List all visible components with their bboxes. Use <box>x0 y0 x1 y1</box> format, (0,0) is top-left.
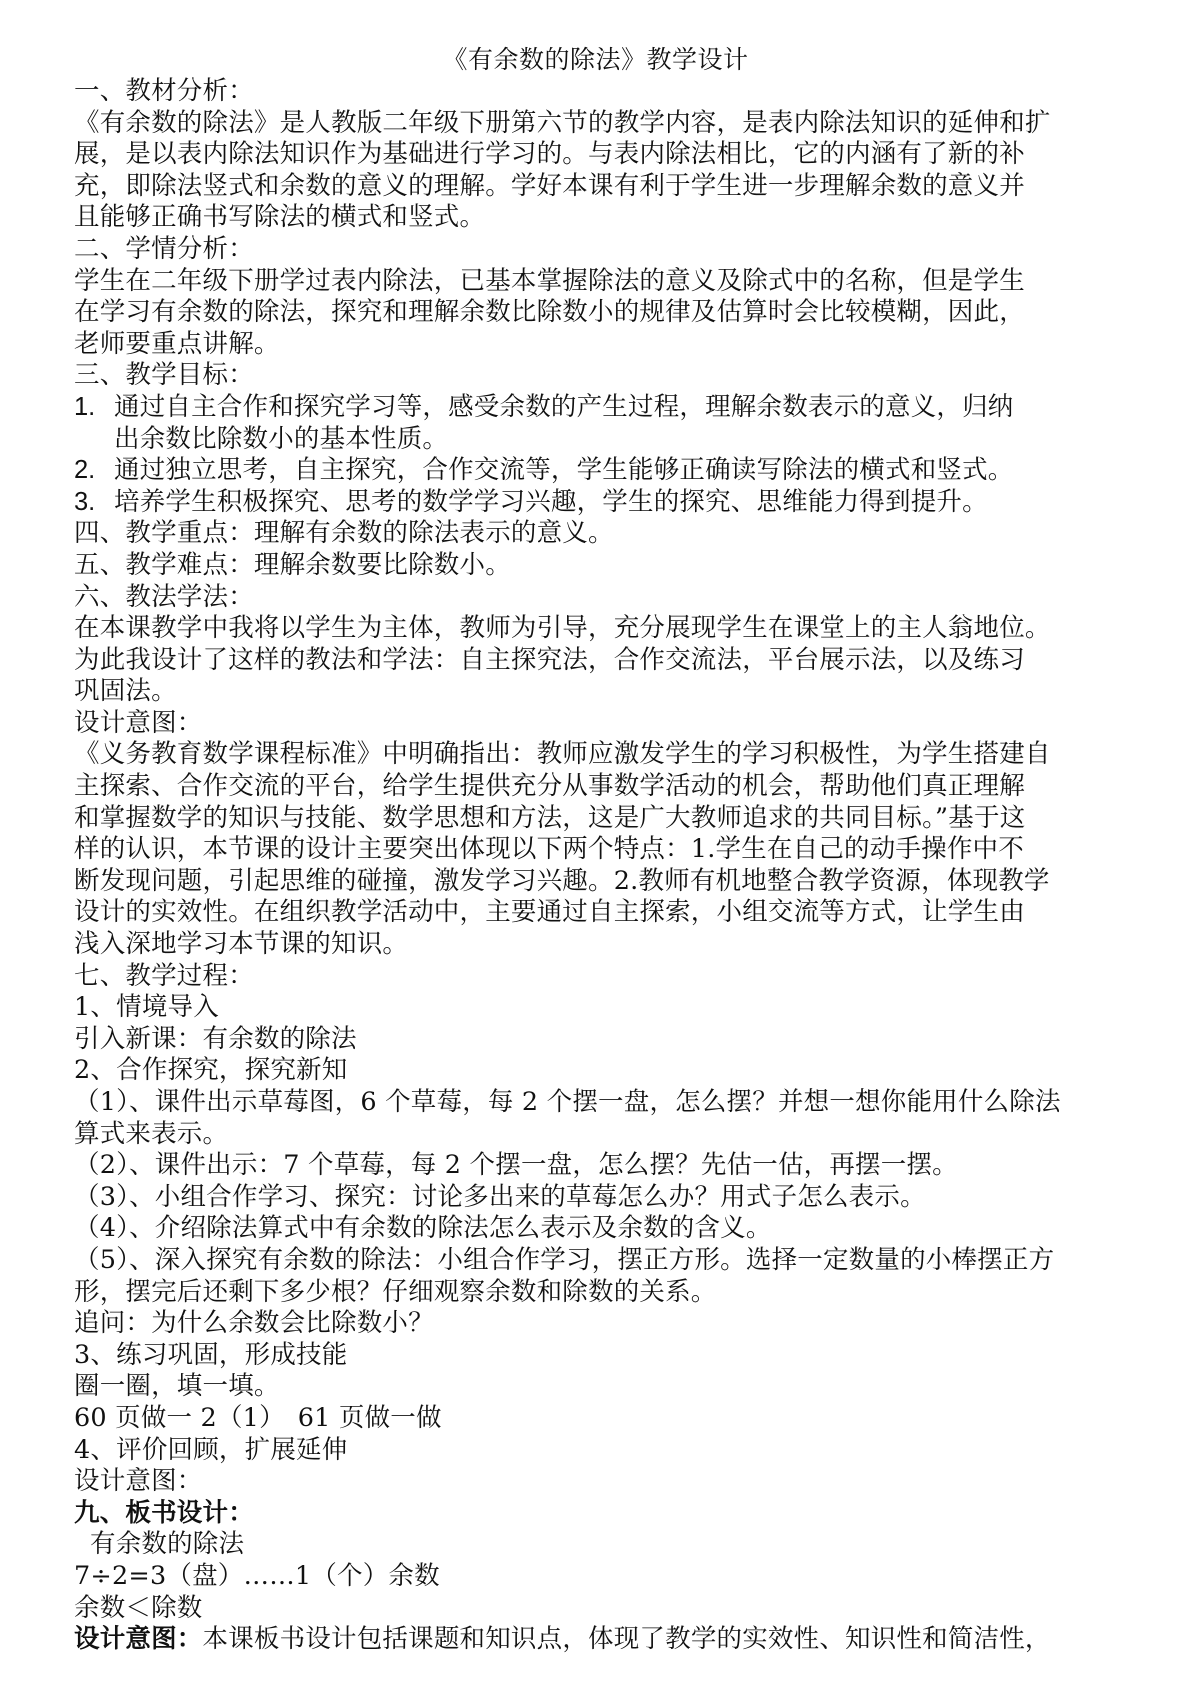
paragraph-line: 样的认识，本节课的设计主要突出体现以下两个特点：1.学生在自己的动手操作中不 <box>74 834 1024 865</box>
paragraph-line: 算式来表示。 <box>74 1118 229 1149</box>
step-heading: 4、评价回顾，扩展延伸 <box>74 1434 348 1465</box>
list-text <box>114 392 1124 455</box>
section-heading: 四、教学重点：理解有余数的除法表示的意义。 <box>74 518 614 549</box>
paragraph-line: 《有余数的除法》是人教版二年级下册第六节的教学内容，是表内除法知识的延伸和扩 <box>74 107 1051 138</box>
paragraph-line: 浅入深地学习本节课的知识。 <box>74 929 409 960</box>
paragraph-line: 形，摆完后还剩下多少根？仔细观察余数和除数的关系。 <box>74 1276 717 1307</box>
list-text <box>114 487 1124 519</box>
intent-text: 本课板书设计包括课题和知识点，体现了教学的实效性、知识性和简洁性， <box>202 1624 1051 1655</box>
list-line: 通过自主合作和探究学习等，感受余数的产生过程，理解余数表示的意义，归纳 <box>114 391 1014 422</box>
paragraph-line: 圈一圈，填一填。 <box>74 1371 280 1402</box>
document-title: 《有余数的除法》教学设计 <box>442 45 749 74</box>
list-number: 3. <box>74 487 96 516</box>
paragraph-line: 60 页做一 2（1） 61 页做一做 <box>74 1402 442 1433</box>
paragraph-line: （1）、课件出示草莓图，6 个草莓，每 2 个摆一盘，怎么摆？并想一想你能用什么除法 <box>74 1087 1061 1117</box>
list-number: 1. <box>74 392 96 421</box>
paragraph-line: （5）、深入探究有余数的除法：小组合作学习，摆正方形。选择一定数量的小棒摆正方 <box>74 1244 1055 1275</box>
list-line: 通过独立思考，自主探究，合作交流等，学生能够正确读写除法的横式和竖式。 <box>114 455 1014 486</box>
step-heading: 3、练习巩固，形成技能 <box>74 1339 348 1370</box>
paragraph-line: 《义务教育数学课程标准》中明确指出：教师应激发学生的学习积极性，为学生搭建自 <box>74 739 1051 770</box>
paragraph-line: 巩固法。 <box>74 676 177 707</box>
paragraph-line: 在学习有余数的除法，探究和理解余数比除数小的规律及估算时会比较模糊，因此， <box>74 297 1025 328</box>
paragraph-line: （4）、介绍除法算式中有余数的除法怎么表示及余数的含义。 <box>74 1213 772 1244</box>
paragraph-line: （3）、小组合作学习、探究：讨论多出来的草莓怎么办？用式子怎么表示。 <box>74 1181 926 1212</box>
paragraph-line: 设计的实效性。在组织教学活动中，主要通过自主探索，小组交流等方式，让学生由 <box>74 897 1025 928</box>
section-heading: 五、教学难点：理解余数要比除数小。 <box>74 549 511 580</box>
section-heading: 九、板书设计： <box>74 1497 254 1528</box>
intent-label: 设计意图： <box>74 1624 203 1655</box>
section-heading: 设计意图： <box>74 707 203 738</box>
step-heading: 1、情境导入 <box>74 992 219 1023</box>
section-heading: 三、教学目标： <box>74 360 254 391</box>
section-heading: 六、教法学法： <box>74 581 254 612</box>
paragraph-line: 主探索、合作交流的平台，给学生提供充分从事数学活动的机会，帮助他们真正理解 <box>74 771 1025 802</box>
paragraph-line: 断发现问题，引起思维的碰撞，激发学习兴趣。2.教师有机地整合教学资源，体现教学 <box>74 865 1050 896</box>
list-item <box>74 487 1124 519</box>
paragraph-line: 学生在二年级下册学过表内除法，已基本掌握除法的意义及除式中的名称，但是学生 <box>74 265 1025 296</box>
list-line: 培养学生积极探究、思考的数学学习兴趣，学生的探究、思维能力得到提升。 <box>114 486 988 517</box>
paragraph-line: 展，是以表内除法知识作为基础进行学习的。与表内除法相比，它的内涵有了新的补 <box>74 139 1025 170</box>
step-heading: 2、合作探究，探究新知 <box>74 1055 348 1086</box>
board-relation: 余数＜除数 <box>74 1592 203 1623</box>
list-line: 出余数比除数小的基本性质。 <box>114 423 449 454</box>
paragraph-line: 充，即除法竖式和余数的意义的理解。学好本课有利于学生进一步理解余数的意义并 <box>74 170 1025 201</box>
board-equation: 7÷2=3（盘）……1（个）余数 <box>74 1560 440 1591</box>
paragraph-line: 和掌握数学的知识与技能、数学思想和方法，这是广大教师追求的共同目标。”基于这 <box>74 802 1026 833</box>
list-text <box>114 455 1124 487</box>
paragraph-line: 引入新课：有余数的除法 <box>74 1023 357 1054</box>
list-number: 2. <box>74 456 96 485</box>
paragraph-line: 为此我设计了这样的教法和学法：自主探究法，合作交流法，平台展示法，以及练习 <box>74 644 1025 675</box>
paragraph-line: 且能够正确书写除法的横式和竖式。 <box>74 202 486 233</box>
paragraph-line: （2）、课件出示：7 个草莓，每 2 个摆一盘，怎么摆？先估一估，再摆一摆。 <box>74 1150 958 1181</box>
document-body <box>74 76 1124 1656</box>
paragraph-line: 老师要重点讲解。 <box>74 328 280 359</box>
paragraph-line: 设计意图： <box>74 1466 203 1497</box>
section-heading: 二、学情分析： <box>74 233 254 264</box>
list-item <box>74 392 1124 455</box>
board-intent-line <box>74 1624 1124 1656</box>
board-title: 有余数的除法 <box>90 1529 245 1560</box>
section-heading: 七、教学过程： <box>74 960 254 991</box>
section-heading: 一、教材分析： <box>74 76 254 106</box>
list-item <box>74 455 1124 487</box>
paragraph-line: 在本课教学中我将以学生为主体，教师为引导，充分展现学生在课堂上的主人翁地位。 <box>74 613 1051 644</box>
paragraph-line: 追问：为什么余数会比除数小？ <box>74 1308 434 1339</box>
